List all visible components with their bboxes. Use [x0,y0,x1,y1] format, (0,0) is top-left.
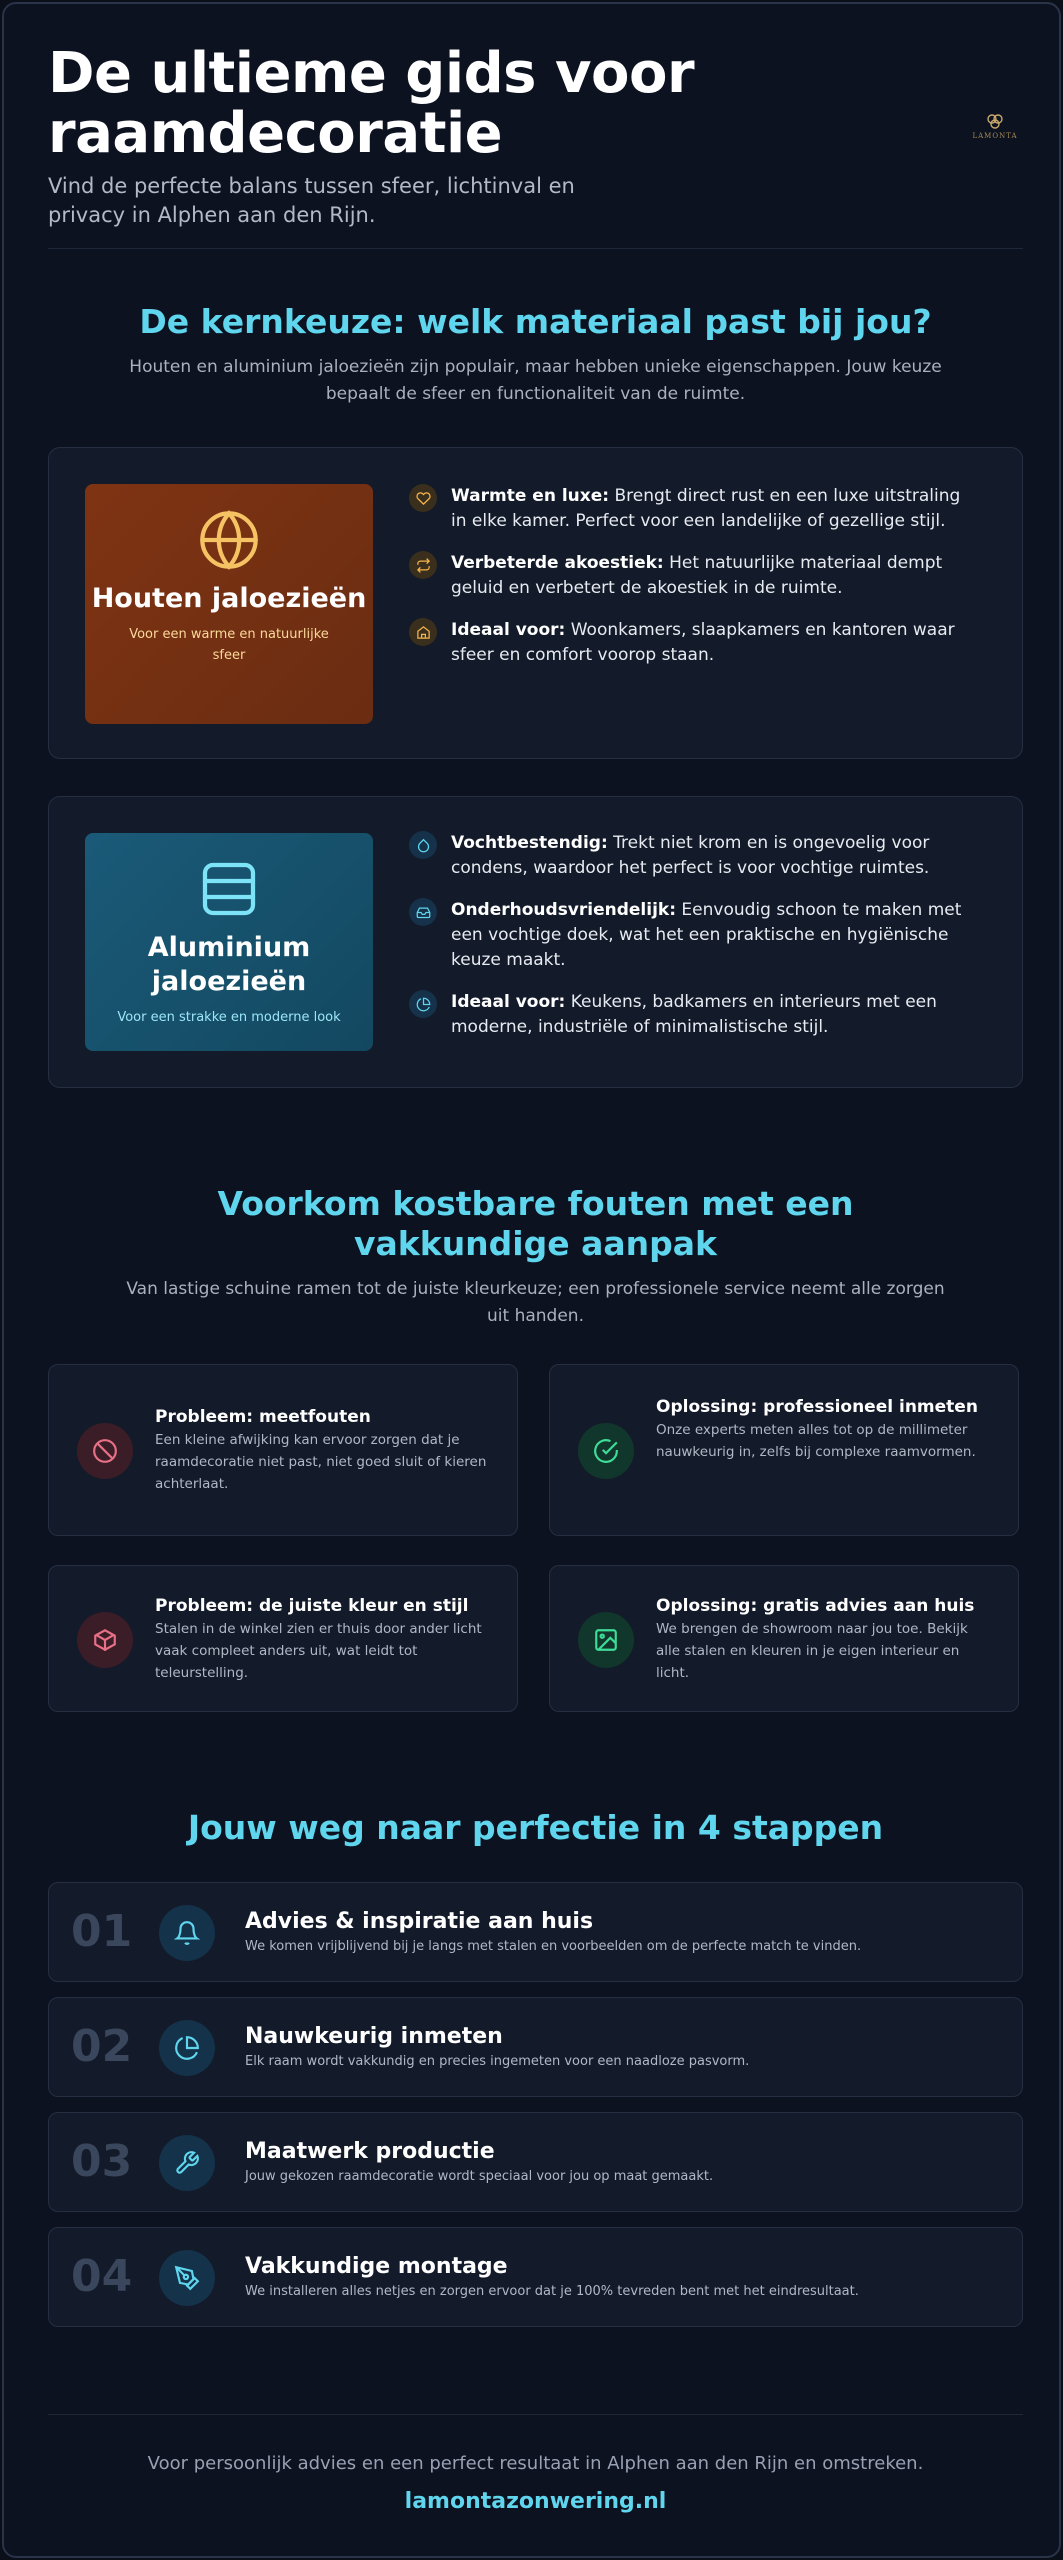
problem-card-text: Een kleine afwijking kan ervoor zorgen dat je raamdecoratie niet past, niet goed sluit of kieren achterlaat. [155,1432,487,1492]
solution-card-title: Oplossing: gratis advies aan huis [656,1596,975,1616]
wood-feature-label: Verbeterde akoestiek: [451,553,664,573]
materials-title: De kernkeuze: welk materiaal past bij jou? [139,302,932,341]
solution-card-text: We brengen de showroom naar jou toe. Bekijk alle stalen en kleuren in je eigen interieur en licht. [656,1621,968,1681]
globe-icon [197,508,261,572]
step-text: Jouw gekozen raamdecoratie wordt speciaal voor jou op maat gemaakt. [245,2169,714,2184]
refresh-icon [409,551,437,579]
wood-feature-text: Brengt direct rust en een luxe uitstraling in elke kamer. Perfect voor een landelijke of gezellige stijl. [451,486,961,531]
wood-feature-text: Woonkamers, slaapkamers en kantoren waar sfeer en comfort voorop staan. [451,620,955,665]
alu-feature-text: Trekt niet krom en is ongevoelig voor condens, waardoor het perfect is voor vochtige ruimtes. [451,833,930,878]
pie-chart-icon [409,990,437,1018]
problem-card-text: Stalen in de winkel zien er thuis door ander licht vaak compleet anders uit, wat leidt tot teleurstelling. [155,1621,482,1681]
page-footer [48,2414,1023,2514]
blinds-icon [197,857,261,921]
box-icon [77,1612,133,1668]
step-number: 03 [71,2136,133,2187]
materials-subtitle: Houten en aluminium jaloezieën zijn populair, maar hebben unieke eigenschappen. Jouw keuze bepaalt de sfeer en functionaliteit van de ruimte. [129,357,942,404]
alu-feature-item [409,898,979,973]
steps-title: Jouw weg naar perfectie in 4 stappen [187,1808,884,1847]
wood-feature-item [409,618,979,668]
solution-card-title: Oplossing: professioneel inmeten [656,1397,978,1417]
alu-feature-text: Keukens, badkamers en interieurs met een moderne, industriële of minimalistische stijl. [451,992,937,1037]
pie-chart-icon [159,2020,215,2076]
inbox-icon [409,898,437,926]
page-subtitle: Vind de perfecte balans tussen sfeer, lichtinval en privacy in Alphen aan den Rijn. [48,174,575,227]
alu-feature-text: Eenvoudig schoon te maken met een vochtige doek, wat het een praktische en hygiënische keuze maakt. [451,900,962,970]
page-title: De ultieme gids voor raamdecoratie [48,41,695,166]
alu-feature-label: Ideaal voor: [451,992,566,1012]
wood-blinds-name: Houten jaloezieën [91,583,367,614]
alu-feature-label: Vochtbestendig: [451,833,608,853]
step-number: 01 [71,1906,133,1957]
problem-card-measure [48,1364,518,1536]
infographic-frame [2,2,1061,2558]
brand-logo[interactable] [967,112,1023,148]
alu-blinds-tile [85,833,373,1051]
wood-blinds-tile [85,484,373,724]
solution-card-measure [549,1364,1019,1536]
alu-feature-item [409,990,979,1040]
footer-text: Voor persoonlijk advies en een perfect resultaat in Alphen aan den Rijn en omstreken. [147,2453,924,2474]
mistakes-subtitle: Van lastige schuine ramen tot de juiste kleurkeuze; een professionele service neemt alle zorgen uit handen. [126,1279,945,1326]
problem-card-color [48,1565,518,1712]
solution-card-advice [549,1565,1019,1712]
alu-blinds-card [48,796,1023,1088]
wood-feature-text: Het natuurlijke materiaal dempt geluid en verbetert de akoestiek in de ruimte. [451,553,943,598]
step-title: Advies & inspiratie aan huis [245,1909,594,1934]
step-number: 02 [71,2021,133,2072]
image-icon [578,1612,634,1668]
wood-feature-label: Ideaal voor: [451,620,566,640]
wood-feature-label: Warmte en luxe: [451,486,610,506]
page-header [48,41,1023,249]
step-number: 04 [71,2251,133,2302]
materials-heading [48,302,1023,408]
check-circle-icon [578,1423,634,1479]
wood-feature-item [409,484,979,534]
problem-card-title: Probleem: de juiste kleur en stijl [155,1596,469,1616]
step-card [48,2227,1023,2327]
alu-feature-label: Onderhoudsvriendelijk: [451,900,677,920]
steps-heading [48,1808,1023,1848]
step-card [48,1997,1023,2097]
mistakes-heading [48,1184,1023,1330]
logo-wordmark: LAMONTA [972,132,1018,140]
wrench-icon [159,2135,215,2191]
step-text: Elk raam wordt vakkundig en precies ingemeten voor een naadloze pasvorm. [245,2054,750,2069]
pen-tool-icon [159,2250,215,2306]
problem-card-title: Probleem: meetfouten [155,1407,371,1427]
alu-feature-item [409,831,979,881]
step-title: Vakkundige montage [245,2254,508,2279]
droplet-icon [409,831,437,859]
wood-feature-item [409,551,979,601]
step-card [48,1882,1023,1982]
ban-icon [77,1423,133,1479]
step-text: We installeren alles netjes en zorgen ervoor dat je 100% tevreden bent met het eindresultaat. [245,2284,859,2299]
step-title: Nauwkeurig inmeten [245,2024,503,2049]
alu-blinds-name: Aluminium jaloezieën [147,932,311,997]
wood-blinds-tagline: Voor een warme en natuurlijke sfeer [129,627,329,663]
alu-blinds-tagline: Voor een strakke en moderne look [117,1010,341,1025]
step-text: We komen vrijblijvend bij je langs met stalen en voorbeelden om de perfecte match te vinden. [245,1939,862,1954]
step-title: Maatwerk productie [245,2139,495,2164]
bell-icon [159,1905,215,1961]
wood-blinds-card [48,447,1023,759]
home-icon [409,618,437,646]
step-card [48,2112,1023,2212]
logo-mark-icon [984,112,1006,130]
website-link[interactable]: lamontazonwering.nl [404,2489,667,2514]
solution-card-text: Onze experts meten alles tot op de millimeter nauwkeurig in, zelfs bij complexe raamvormen. [656,1422,976,1460]
heart-icon [409,484,437,512]
mistakes-title: Voorkom kostbare fouten met een vakkundige aanpak [217,1184,854,1263]
